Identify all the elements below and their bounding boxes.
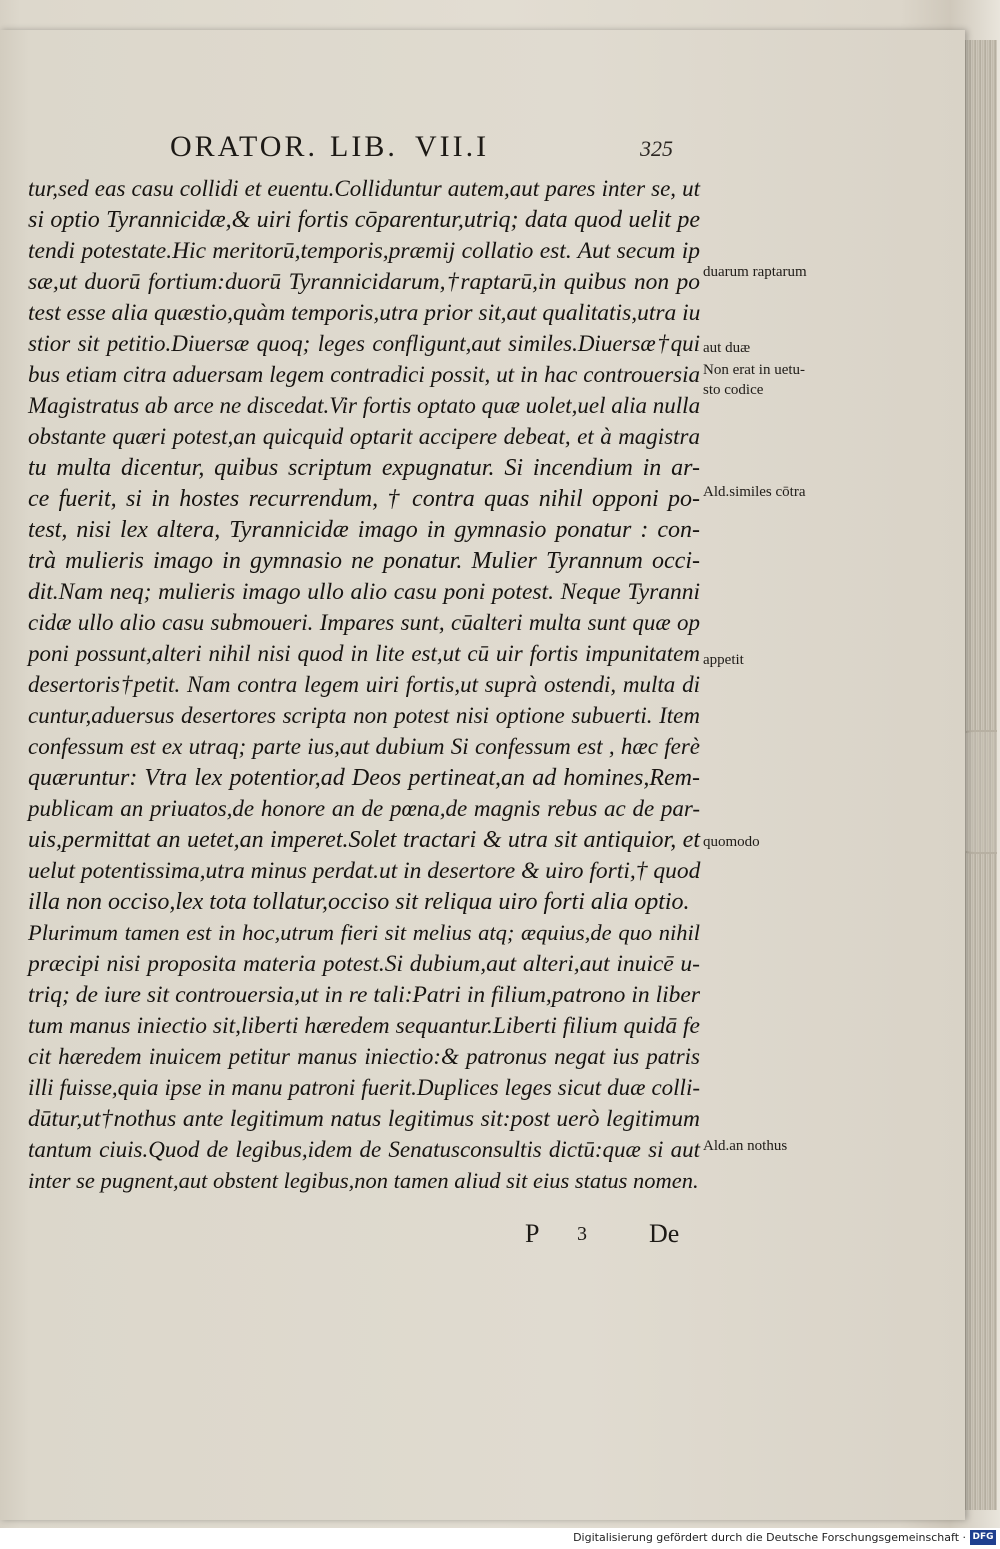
dfg-logo: DFG: [970, 1530, 996, 1545]
text-line: Magistratus ab arce ne discedat.Vir fortis optato quæ uolet,uel alia nulla: [28, 393, 701, 418]
marginal-note: duarum raptarum: [703, 264, 807, 280]
running-head-right: VII.I: [415, 130, 490, 163]
text-line: test, nisi lex altera, Tyrannicidæ imago in gymnasio ponatur : con-: [28, 517, 700, 543]
text-line: uis,permittat an uetet,an imperet.Solet tractari & utra sit antiquior, et: [28, 827, 700, 853]
running-head: [170, 130, 690, 170]
text-line: dūtur,ut†nothus ante legitimum natus legitimus sit:post uerò legitimum: [28, 1106, 700, 1132]
funding-credit: Digitalisierung gefördert durch die Deutsche Forschungsgemeinschaft ·: [573, 1531, 966, 1544]
marginal-note: Non erat in uetu-: [703, 362, 806, 378]
text-line: uelut potentissima,utra minus perdat.ut in desertore & uiro forti,† quod: [28, 858, 701, 884]
footer-bar: [0, 1528, 1000, 1549]
text-line: cuntur,aduersus desertores scripta non potest nisi optione subuerti. Item: [28, 703, 700, 728]
text-line: cit hæredem inuicem petitur manus iniectio:& patronus negat ius patris: [28, 1044, 700, 1069]
marginal-note: Ald.an nothus: [703, 1138, 788, 1154]
text-line: triq; de iure sit controuersia,ut in re tali:Patri in filium,patrono in liber: [28, 982, 700, 1008]
text-line: tu multa dicentur, quibus scriptum expugnatur. Si incendium in ar-: [28, 455, 700, 481]
text-line: ce fuerit, si in hostes recurrendum, † contra quas nihil opponi po-: [28, 486, 700, 512]
marginal-note: Ald.similes cōtra: [703, 484, 806, 500]
text-line: poni possunt,alteri nihil nisi quod in lite est,ut cū uir fortis impunitatem: [28, 641, 700, 666]
text-line: sæ,ut duorū fortium:duorū Tyrannicidarum,†raptarū,in quibus non po: [28, 269, 700, 295]
text-line: stior sit petitio.Diuersæ quoq; leges confligunt,aut similes.Diuersæ†qui: [28, 331, 700, 356]
text-line: dit.Nam neq; mulieris imago ullo alio casu poni potest. Neque Tyranni: [28, 579, 700, 605]
text-line: inter se pugnent,aut obstent legibus,non tamen aliud sit eius status nomen.: [28, 1168, 699, 1193]
running-head-middle: LIB.: [330, 130, 398, 163]
text-line: si optio Tyrannicidæ,& uiri fortis cōparentur,utriq; data quod uelit pe: [28, 207, 700, 233]
marginal-note: appetit: [703, 652, 744, 668]
signature-number: 3: [577, 1223, 587, 1245]
catchword: De: [649, 1219, 680, 1248]
text-line: confessum est ex utraq; parte ius,aut dubium Si confessum est , hæc ferè: [28, 734, 700, 759]
running-head-left: ORATOR.: [170, 130, 318, 163]
text-line: tur,sed eas casu collidi et euentu.Colliduntur autem,aut pares inter se, ut: [28, 176, 700, 201]
text-line: desertoris†petit. Nam contra legem uiri fortis,ut suprà ostendi, multa di: [28, 672, 700, 697]
marginal-note: sto codice: [703, 382, 764, 398]
marginal-note: aut duæ: [703, 340, 751, 356]
text-line: tendi potestate.Hic meritorū,temporis,præmij collatio est. Aut secum ip: [28, 238, 700, 264]
text-line: illi fuisse,quia ipse in manu patroni fuerit.Duplices leges sicut duæ colli-: [28, 1075, 700, 1100]
text-line: publicam an priuatos,de honore an de pœna,de magnis rebus ac de par-: [28, 796, 700, 821]
text-line: trà mulieris imago in gymnasio ne ponatur. Mulier Tyrannum occi-: [28, 548, 700, 574]
text-line: cidæ ullo alio casu submoueri. Impares sunt, cūalteri multa sunt quæ op: [28, 610, 700, 635]
page-number: 325: [640, 136, 673, 161]
text-line: tantum ciuis.Quod de legibus,idem de Senatusconsultis dictū:quæ si aut: [28, 1137, 700, 1162]
text-line: illa non occiso,lex tota tollatur,occiso sit reliqua uiro forti alia optio.: [28, 889, 690, 915]
text-line: præcipi nisi proposita materia potest.Si dubium,aut alteri,aut inuicē u-: [28, 951, 700, 977]
marginal-note: quomodo: [703, 834, 760, 850]
text-line: tum manus iniectio sit,liberti hæredem sequantur.Liberti filium quidā fe: [28, 1013, 700, 1039]
text-line: test esse alia quæstio,quàm temporis,utra prior sit,aut qualitatis,utra iu: [28, 300, 701, 326]
signature-mark: P: [525, 1219, 540, 1248]
text-line: obstante quæri potest,an quicquid optarit accipere debeat, et à magistra: [28, 424, 700, 449]
text-line: quæruntur: Vtra lex potentior,ad Deos pertineat,an ad homines,Rem-: [28, 765, 700, 791]
text-line: bus etiam citra aduersam legem contradici possit, ut in hac controuersia: [28, 362, 700, 387]
text-line: Plurimum tamen est in hoc,utrum fieri sit melius atq; æquius,de quo nihil: [28, 920, 700, 945]
